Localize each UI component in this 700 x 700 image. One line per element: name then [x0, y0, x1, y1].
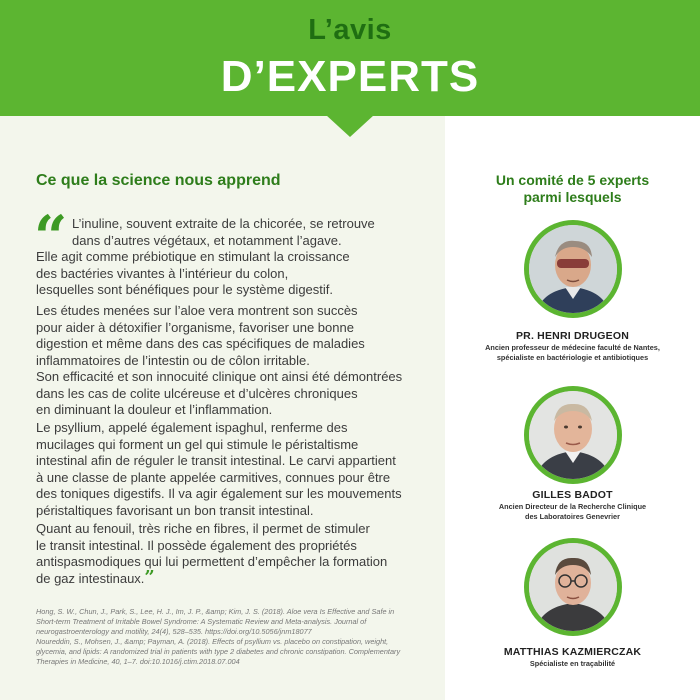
committee-panel [445, 116, 700, 700]
paragraph-text: Quant au fenouil, très riche en fibres, il permet de stimuler le transit intestinal. Il possède également des propriétés antispasmodiques qui lui permettent d’empêcher la formation de gaz intestinaux. [36, 521, 388, 586]
expert-desc-badot: Ancien Directeur de la Recherche Clinique des Laboratoires Genevrier [498, 502, 647, 521]
expert-photo-kazmierczak [524, 538, 622, 636]
science-paragraph-psyllium: Le psyllium, appelé également ispaghul, renferme des mucilages qui forment un gel qui stimule le péristaltisme intestinal afin de réguler le transit intestinal. Le carvi appartient à une classe de plante appelée carmitives, connues pour être des toniques digestifs. Il va agir également sur les mouvements péristaltiques favorisant un bon transit intestinal. [36, 420, 402, 518]
paragraph-line: L’inuline, souvent extraite de la chicorée, se retrouve [72, 216, 375, 231]
portrait-icon [529, 225, 617, 313]
science-title: Ce que la science nous apprend [36, 172, 281, 189]
expert-desc-drugeon: Ancien professeur de médecine faculté de Nantes, spécialiste en bactériologie et antibiotiques [485, 343, 660, 362]
header-small-title: L’avis [308, 14, 392, 46]
paragraph-line: dans d’autres végétaux, et notamment l’agave. [72, 232, 342, 248]
paragraph-text [36, 216, 426, 299]
expert-name-badot: GILLES BADOT [532, 489, 613, 501]
references: Hong, S. W., Chun, J., Park, S., Lee, H. J., Im, J. P., &amp; Kim, J. S. (2018). Aloe vera Is Effective and Safe in Short-term Treatment of Irritable Bowel Syndrome: A Systematic Review and Meta-analysis. Journal of neurogastroenterology and motility, 24(4), 528–535. https://doi.org/10.5056/jnm18077 Noureddin, S., Mohsen, J., &amp; Payman, A. (2018). Effects of psyllium vs. placebo on constipation, weight, glycemia, and lipids: A randomized trial in patients with type 2 diabetes and chronic constipation. Complementary Therapies in Medicine, 40, 1–7. doi:10.1016/j.ctim.2018.07.004 [36, 607, 401, 666]
open-quote-icon: “ [34, 203, 68, 271]
expert-photo-drugeon [524, 220, 622, 318]
expert-photo-badot [524, 386, 622, 484]
science-paragraph-aloe: Les études menées sur l’aloe vera montrent son succès pour aider à détoxifier l’organisme, favoriser une bonne digestion et même dans des cas spécifiques de maladies inflammatoires de l’intestin ou de côlon irritable. Son efficacité et son innocuité clinique ont ainsi été démontrées dans les cas de colite ulcéreuse et d’ulcères chroniques en diminuant la douleur et l’inflammation. [36, 303, 403, 417]
banner-arrow-notch [326, 115, 374, 137]
paragraph-line: Elle agit comme prébiotique en stimulant la croissance [36, 249, 350, 264]
expert-name-kazmierczak: MATTHIAS KAZMIERCZAK [503, 646, 642, 658]
portrait-icon [529, 543, 617, 631]
science-paragraph-inuline [36, 216, 426, 299]
header-banner [0, 0, 700, 116]
expert-desc-kazmierczak: Spécialiste en traçabilité [529, 659, 616, 668]
close-quote-icon: ” [144, 566, 155, 588]
header-big-title: D’EXPERTS [220, 52, 480, 101]
expert-name-drugeon: PR. HENRI DRUGEON [515, 330, 630, 342]
portrait-icon [529, 391, 617, 479]
paragraph-line: lesquelles sont bénéfiques pour le système digestif. [36, 282, 334, 297]
science-paragraph-fenouil [36, 521, 426, 587]
science-panel [0, 116, 445, 700]
committee-title: Un comité de 5 experts parmi lesquels [495, 172, 650, 205]
paragraph-line: des bactéries vivantes à l’intérieur du colon, [36, 265, 289, 281]
